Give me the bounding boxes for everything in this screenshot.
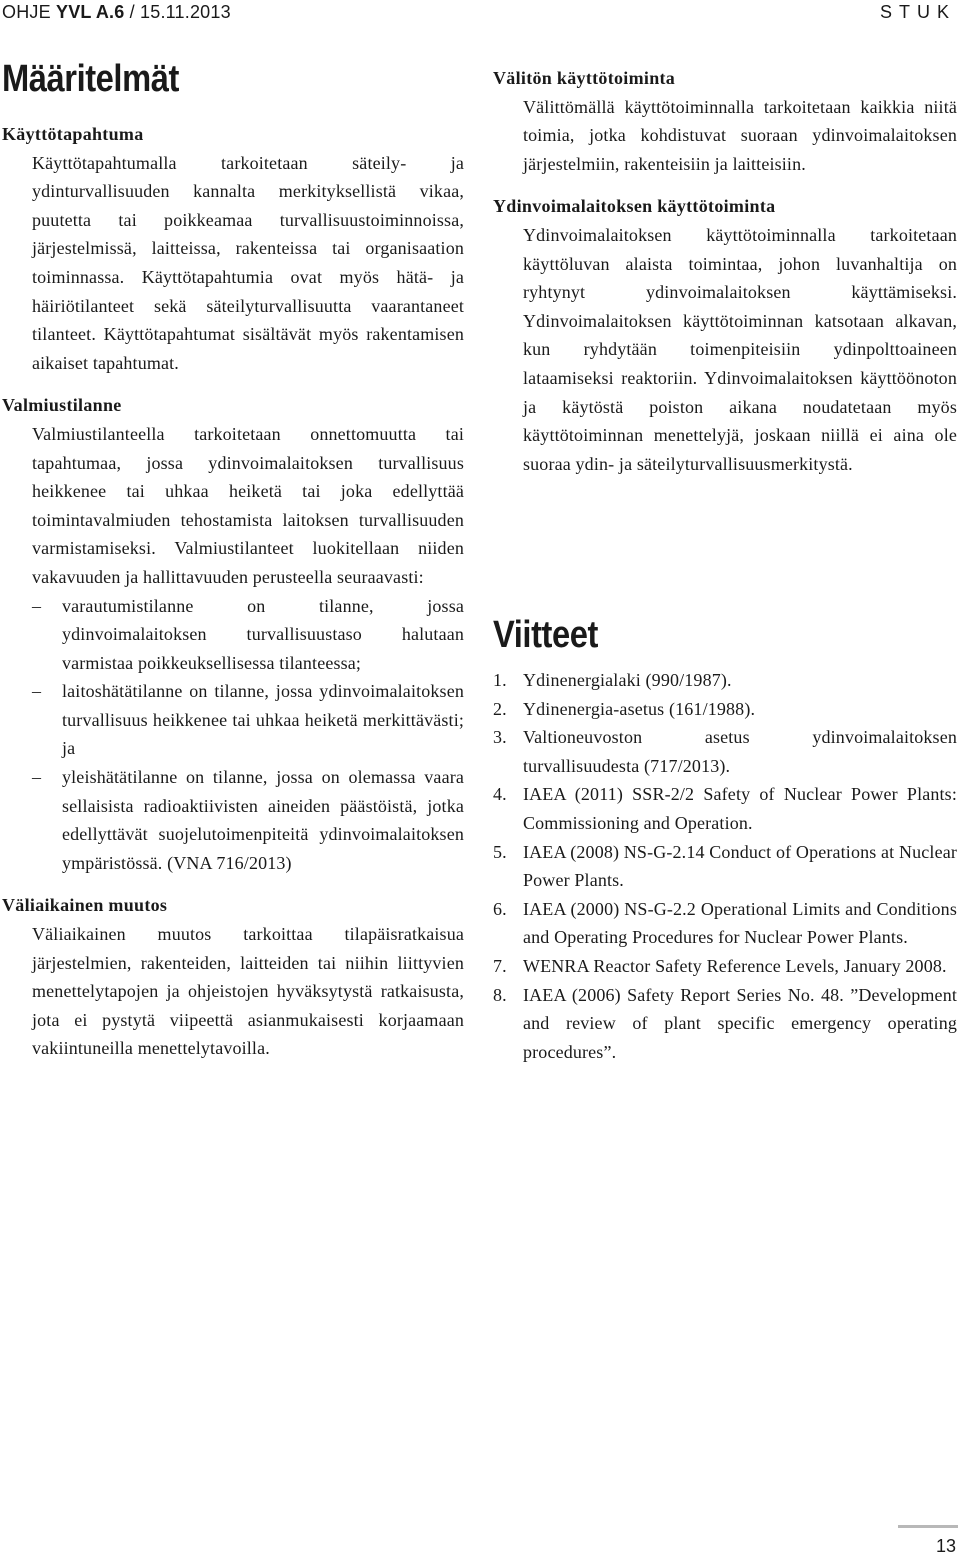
definition-entry (2, 391, 464, 877)
reference-number: 6. (493, 898, 507, 919)
doc-code: YVL A.6 (56, 2, 125, 22)
reference-text: WENRA Reactor Safety Reference Levels, January 2008. (523, 955, 947, 976)
reference-text: IAEA (2000) NS-G-2.2 Operational Limits and Conditions and Operating Procedures for Nuclear Power Plants. (523, 898, 957, 948)
reference-item (493, 695, 957, 724)
reference-item (493, 981, 957, 1067)
page-number: 13 (935, 1536, 956, 1556)
dash-bullet: – (32, 681, 42, 702)
reference-text: Ydinenergialaki (990/1987). (523, 670, 732, 690)
reference-item (493, 952, 957, 981)
reference-number: 1. (493, 670, 507, 690)
term-heading: Välitön käyttötoiminta (493, 68, 676, 88)
term-heading: Ydinvoimalaitoksen käyttötoiminta (493, 196, 776, 217)
dash-bullet: – (32, 767, 42, 788)
bullet-text: laitoshätätilanne on tilanne, jossa ydinvoimalaitoksen turvallisuus heikkenee tai uhkaa heiketä merkittävästi; ja (62, 681, 464, 759)
reference-number: 8. (493, 984, 507, 1005)
reference-text: Ydinenergia-asetus (161/1988). (523, 698, 756, 719)
bullet-item (32, 677, 464, 763)
bullet-text: yleishätätilanne on tilanne, jossa on olemassa vaara sellaisista radioaktiivisten aineiden päästöistä, jotka edellyttävät suojelutoimenpiteitä ydinvoimalaitoksen ympäristössä. (VNA 716/2013) (62, 767, 464, 873)
term-heading: Väliaikainen muutos (2, 895, 168, 916)
references-title: Viitteet (493, 614, 598, 656)
left-column (2, 120, 464, 1077)
doc-date: / 15.11.2013 (124, 2, 231, 22)
definition-entry (493, 192, 957, 478)
page-header (0, 0, 960, 26)
definition-entry (493, 64, 957, 178)
reference-text: IAEA (2011) SSR-2/2 Safety of Nuclear Power Plants: Commissioning and Operation. (523, 784, 957, 833)
term-definition: Käyttötapahtumalla tarkoitetaan säteily- ja ydinturvallisuuden kannalta merkityksellistä vikaa, puutetta tai poikkeamaa turvallisuustoiminnoissa, järjestelmissä, laitteissa, rakenteissa tai organisaation toiminnassa. Käyttötapahtumia ovat myös hätä- ja häiriötilanteet sekä säteilyturvallisuutta vaarantaneet tilanteet. Käyttötapahtumat sisältävät myös rakentamisen aikaiset tapahtumat. (32, 152, 464, 373)
reference-text: IAEA (2008) NS-G-2.14 Conduct of Operations at Nuclear Power Plants. (523, 841, 958, 891)
references-list (493, 666, 957, 1066)
term-definition: Välittömällä käyttötoiminnalla tarkoitetaan kaikkia niitä toimia, jotka kohdistuvat suoraan ydinvoimalaitoksen järjestelmiin, rakenteisiin ja laitteisiin. (523, 96, 957, 174)
reference-number: 4. (493, 784, 507, 805)
bullet-text: varautumistilanne on tilanne, jossa ydinvoimalaitoksen turvallisuustaso halutaan varmistaa poikkeuksellisessa tilanteessa; (62, 595, 464, 673)
term-heading: Käyttötapahtuma (2, 124, 144, 144)
dash-bullet: – (32, 595, 42, 616)
definition-entry (2, 891, 464, 1063)
reference-item (493, 838, 957, 895)
footer-divider (898, 1525, 958, 1528)
page-title: Määritelmät (2, 58, 179, 100)
term-definition: Valmiustilanteella tarkoitetaan onnettomuutta tai tapahtumaa, jossa ydinvoimalaitoksen turvallisuus heikkenee tai uhkaa heiketä tai joka edellyttää toimintavalmiuden tehostamista laitoksen turvallisuuden varmistamiseksi. Valmiustilanteet luokitellaan niiden vakavuuden ja hallittavuuden perusteella seuraavasti: (32, 423, 464, 587)
term-definition: Ydinvoimalaitoksen käyttötoiminnalla tarkoitetaan käyttöluvan alaista toimintaa, johon luvanhaltija on ryhtynyt ydinvoimalaitoksen käyttämiseksi. Ydinvoimalaitoksen käyttötoiminnan katsotaan alkavan, kun ryhdytään toimenpiteisiin ydinpolttoaineen lataamiseksi reaktoriin. Ydinvoimalaitoksen käyttöönoton ja käytöstä poiston aikana noudatetaan myös käyttötoiminnan menettelyjä, joskaan niillä ei aina ole suoraa ydin- ja säteilyturvallisuusmerkitystä. (523, 224, 957, 474)
reference-number: 7. (493, 955, 507, 976)
reference-item (493, 895, 957, 952)
org-name: STUK (879, 2, 956, 22)
reference-item (493, 723, 957, 780)
reference-item (493, 780, 957, 837)
definition-entry (2, 120, 464, 377)
reference-number: 5. (493, 841, 507, 862)
bullet-list (2, 592, 464, 878)
reference-number: 3. (493, 727, 507, 748)
bullet-item (32, 763, 464, 877)
document-id (2, 2, 231, 23)
right-column (493, 64, 957, 492)
doc-prefix: OHJE (2, 2, 57, 22)
bullet-item (32, 592, 464, 678)
reference-item (493, 666, 957, 695)
term-definition: Väliaikainen muutos tarkoittaa tilapäisratkaisua järjestelmien, rakenteiden, laitteiden tai niihin liittyvien menettelytapojen ja ohjeistojen hyväksytystä ratkaisusta, jota ei pystytä viipeettä asianmukaisesti korjaamaan vakiintuneilla menettelytavoilla. (32, 924, 464, 1059)
reference-number: 2. (493, 698, 507, 719)
reference-text: Valtioneuvoston asetus ydinvoimalaitoksen turvallisuudesta (717/2013). (523, 727, 957, 776)
term-heading: Valmiustilanne (2, 395, 122, 416)
reference-text: IAEA (2006) Safety Report Series No. 48. ”Development and review of plant specific emergency operating procedures”. (523, 984, 957, 1062)
